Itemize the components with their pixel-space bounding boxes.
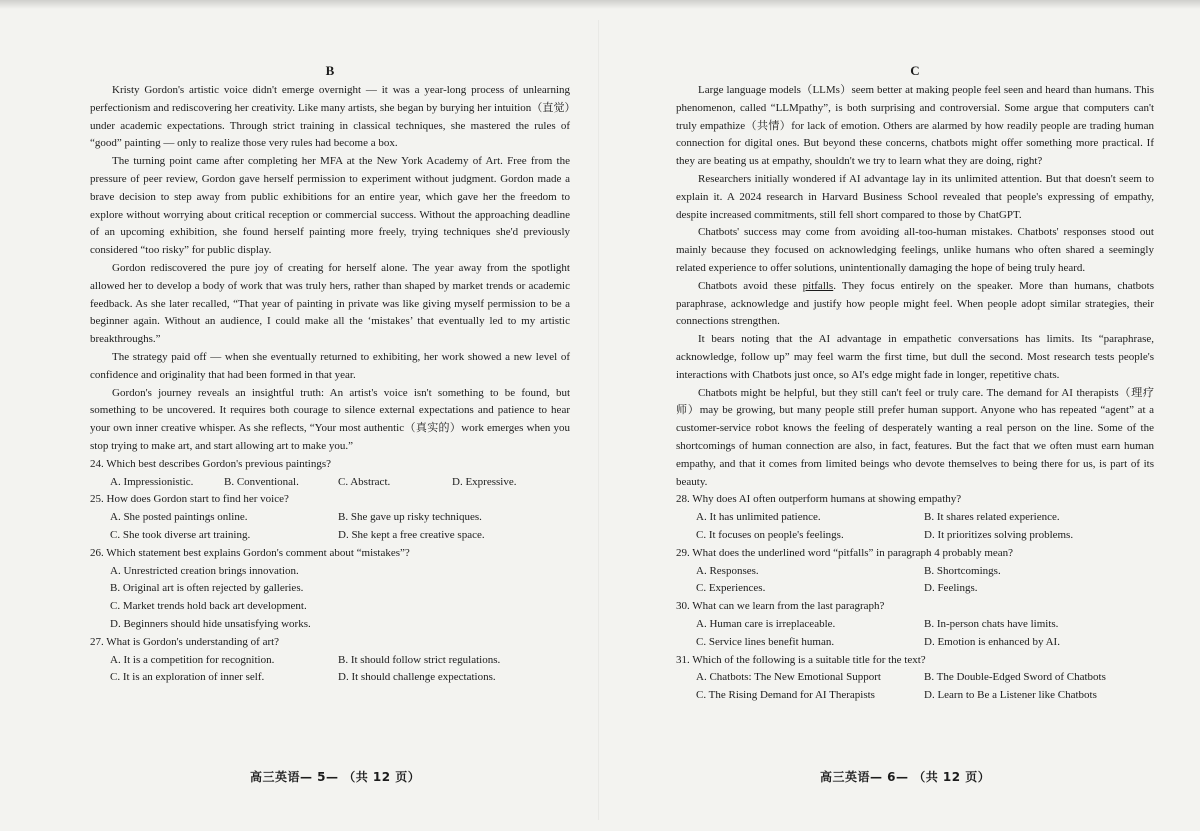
option-a[interactable]: A. It is a competition for recognition.: [110, 653, 275, 666]
option-c[interactable]: C. Market trends hold back art development.: [110, 600, 307, 613]
option-c[interactable]: C. Service lines benefit human.: [696, 635, 835, 648]
question-24: [90, 456, 570, 492]
question-27: [90, 634, 570, 687]
option-a[interactable]: A. Chatbots: The New Emotional Support: [696, 671, 881, 684]
option-b[interactable]: B. It should follow strict regulations.: [338, 653, 501, 666]
answer-options: [90, 474, 570, 492]
passage-paragraph: Gordon rediscovered the pure joy of creating for herself alone. The year away from the spotlight allowed her to develop a body of work that was truly hers, rather than shaped by market trends or academic feedback. As she later recalled, “That year of painting in private was like giving myself permission to be a beginner again. Without an audience, I could make all the ‘mistakes’ that eventually led to my artistic breakthroughs.”: [90, 261, 570, 346]
left-page: [90, 58, 570, 687]
paragraph-text: . They focus entirely on the speaker. More than humans, chatbots paraphrase, acknowledge and justify how people might feel. When people adopt similar strategies, their connections strengthen.: [676, 279, 1155, 328]
underlined-word: pitfalls: [802, 279, 834, 292]
passage-paragraph: Chatbots might be helpful, but they still can't feel or truly care. The demand for AI therapists（理疗师）may be growing, but many people still prefer human support. Anyone who has repeated “agent” at a customer-service robot knows the feeling of desperately wanting a real person on the line. Some of the shortcomings of human connection are also, in fact, features. But the fact that we often must earn human empathy, and that it comes from limited beings who devote themselves to being there for us, is part of its beauty.: [676, 386, 1154, 488]
option-b[interactable]: B. In-person chats have limits.: [924, 617, 1059, 630]
answer-options: [676, 563, 1154, 599]
question-29: [676, 545, 1154, 598]
page-footer: 高三英语— 6— （共 12 页）: [820, 770, 991, 784]
answer-options: [90, 652, 570, 688]
question-25: [90, 491, 570, 544]
option-b[interactable]: B. The Double-Edged Sword of Chatbots: [924, 671, 1106, 684]
passage-paragraph: The turning point came after completing her MFA at the New York Academy of Art. Free from the pressure of peer review, Gordon gave herself permission to experiment without judgment. Gordon made a brave decision to step away from public exhibitions for an entire year, which gave her the freedom to explore without worrying about critical reception or commercial success. Without the approaching deadline of an upcoming exhibition, she found herself painting more freely, trying techniques she'd previously considered “too risky” for public display.: [90, 155, 570, 257]
answer-options: [90, 509, 570, 545]
question-stem: 28. Why does AI often outperform humans at showing empathy?: [676, 493, 962, 506]
passage-paragraph-4: [676, 278, 1154, 331]
question-stem: 29. What does the underlined word “pitfalls” in paragraph 4 probably mean?: [676, 546, 1014, 559]
right-page: [676, 58, 1154, 705]
passage-paragraph: Researchers initially wondered if AI advantage lay in its unlimited attention. But that doesn't seem to explain it. A 2024 research in Harvard Business School revealed that people's expressing of empathy, despite increased commitments, still fell short compared to those by ChatGPT.: [676, 172, 1154, 221]
page-fold: [598, 20, 599, 820]
option-d[interactable]: D. It prioritizes solving problems.: [924, 528, 1074, 541]
question-stem: 27. What is Gordon's understanding of art?: [90, 635, 280, 648]
option-a[interactable]: A. Responses.: [696, 564, 759, 577]
question-28: [676, 491, 1154, 544]
passage-paragraph: The strategy paid off — when she eventually returned to exhibiting, her work showed a new level of confidence and originality that had been formed in that year.: [90, 350, 570, 381]
passage-paragraph: Chatbots' success may come from avoiding all-too-human mistakes. Chatbots' responses stood out mainly because they focused on acknowledging feelings, unlike humans who often shared a seemingly related experience to offer solutions, unintentionally damaging the hope of being truly heard.: [676, 226, 1154, 274]
option-a[interactable]: A. It has unlimited patience.: [696, 511, 821, 524]
section-letter-b: B: [325, 63, 335, 78]
passage-paragraph: Gordon's journey reveals an insightful truth: An artist's voice isn't something to be found, but something to be uncovered. It requires both courage to silence external expectations and patience to hear your own inner creative whisper. As she reflects, “Your most authentic（真实的）work emerges when you stop trying to make art, and start allowing art to make you.”: [90, 386, 570, 452]
option-d[interactable]: D. It should challenge expectations.: [338, 671, 496, 684]
option-d[interactable]: D. Emotion is enhanced by AI.: [924, 635, 1060, 648]
option-b[interactable]: B. It shares related experience.: [924, 511, 1060, 524]
option-d[interactable]: D. Learn to Be a Listener like Chatbots: [924, 689, 1097, 702]
option-c[interactable]: C. It focuses on people's feelings.: [696, 528, 844, 541]
option-c[interactable]: C. She took diverse art training.: [110, 528, 251, 541]
question-stem: 30. What can we learn from the last paragraph?: [676, 600, 885, 613]
option-b[interactable]: B. Shortcomings.: [924, 564, 1001, 577]
answer-options: [676, 509, 1154, 545]
option-c[interactable]: C. Experiences.: [696, 582, 766, 595]
option-c[interactable]: C. The Rising Demand for AI Therapists: [696, 689, 875, 702]
option-c[interactable]: C. It is an exploration of inner self.: [110, 671, 265, 684]
passage-paragraph: Large language models（LLMs）seem better at making people feel seen and heard than humans. This phenomenon, called “LLMpathy”, is both surprising and controversial. Some argue that computers can't truly empathize（共情）for lack of emotion. Others are alarmed by how readily people are trading human connection for digital ones. But beyond these concerns, chatbots might offer something more practical. If they are beating us at empathy, shouldn't we try to learn what they are doing, right?: [676, 84, 1154, 168]
question-stem: 26. Which statement best explains Gordon's comment about “mistakes”?: [90, 546, 410, 559]
option-d[interactable]: D. Feelings.: [924, 582, 978, 595]
option-d[interactable]: D. Expressive.: [452, 475, 517, 488]
option-a[interactable]: A. Human care is irreplaceable.: [696, 617, 836, 630]
option-d[interactable]: D. Beginners should hide unsatisfying works.: [110, 617, 311, 630]
scan-edge: [0, 0, 1200, 9]
question-31: [676, 652, 1154, 705]
question-stem: 24. Which best describes Gordon's previous paintings?: [90, 457, 331, 470]
option-a[interactable]: A. Unrestricted creation brings innovation.: [110, 564, 299, 577]
answer-options: [676, 669, 1154, 705]
question-26: [90, 545, 570, 634]
paragraph-text: Chatbots avoid these: [698, 279, 803, 292]
question-30: [676, 598, 1154, 651]
answer-options: [90, 563, 570, 634]
option-b[interactable]: B. Conventional.: [224, 475, 299, 488]
passage-paragraph: Kristy Gordon's artistic voice didn't emerge overnight — it was a year-long process of unlearning perfectionism and rediscovering her creativity. Like many artists, she began by burying her intuition（直觉）under academic expectations. Through strict training in classical techniques, she mastered the rules of “good” painting — only to realize those very rules had become a box.: [90, 84, 570, 150]
section-letter-c: C: [910, 63, 920, 78]
option-d[interactable]: D. She kept a free creative space.: [338, 528, 485, 541]
page-footer: 高三英语— 5— （共 12 页）: [250, 770, 421, 784]
option-a[interactable]: A. She posted paintings online.: [110, 511, 248, 524]
option-a[interactable]: A. Impressionistic.: [110, 475, 194, 488]
option-b[interactable]: B. She gave up risky techniques.: [338, 511, 482, 524]
question-stem: 31. Which of the following is a suitable title for the text?: [676, 653, 926, 666]
option-c[interactable]: C. Abstract.: [338, 475, 391, 488]
answer-options: [676, 616, 1154, 652]
option-b[interactable]: B. Original art is often rejected by galleries.: [110, 582, 304, 595]
question-stem: 25. How does Gordon start to find her voice?: [90, 493, 289, 506]
passage-paragraph: It bears noting that the AI advantage in empathetic conversations has limits. Its “paraphrase, acknowledge, follow up” may feel warm the first time, but dull the second. Most research tests people's interactions with Chatbots just once, so AI's edge might fade in longer, repetitive chats.: [676, 333, 1154, 381]
